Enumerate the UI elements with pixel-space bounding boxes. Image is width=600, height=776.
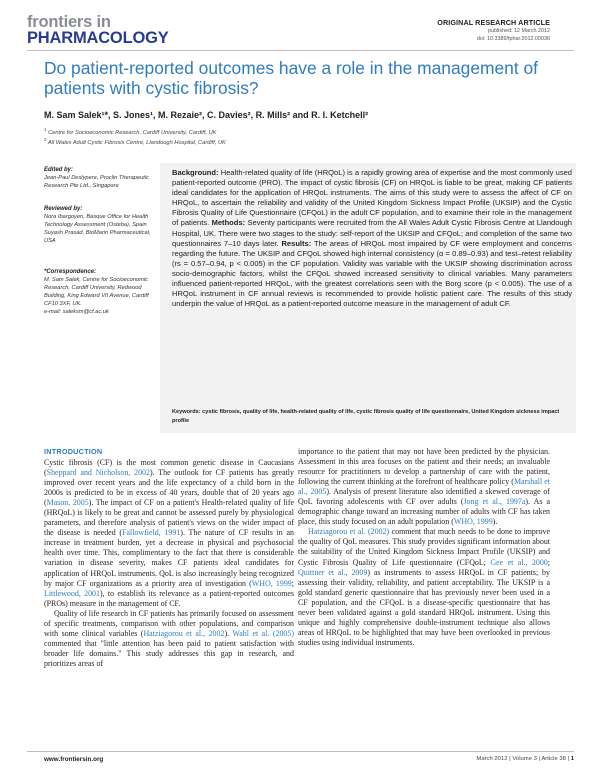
citation-link[interactable]: Hatziagorou et al. (2002) — [308, 527, 390, 537]
article-title: Do patient-reported outcomes have a role in the management of patients with cystic fibrosis? — [44, 58, 538, 98]
citation-link[interactable]: Marshall et al., 2005 — [298, 477, 550, 497]
footer-divider — [27, 751, 574, 752]
published-date: published: 12 March 2012 — [487, 28, 550, 34]
citation-link[interactable]: Mason, 2005 — [46, 498, 89, 508]
citation-link[interactable]: Jong et al., 1997a — [463, 497, 526, 507]
issue-info: March 2012 | Volume 3 | Article 38 | — [476, 756, 570, 762]
citation-link[interactable]: Gee et al., 2000 — [490, 557, 548, 567]
body-text: commented that "little attention has been paid to patient satisfaction with broader life domains." This study addresses this gap in research, and prioritizes areas of — [44, 638, 294, 668]
body-text: ). — [224, 628, 233, 638]
body-text: ; — [547, 557, 550, 567]
paragraph — [44, 458, 294, 609]
reviewed-by-heading: Reviewed by: — [44, 206, 83, 212]
body-text: ) as instruments to assess HRQoL in CF patients; by assessing their validity, reliability, and patient acceptability. The UKSIP is a gold standard generic questionnaire that has previously never been used in a CF population, and the CFQoL is a disease-specific questionnaire that has never been validated against a gold standard HRQoL instrument. Using this unique and highly comprehensive double-instrument technique also allows areas of HRQoL to be highlighted that may have been overlooked in previous studies using individual instruments. — [298, 567, 550, 647]
section-heading-introduction: INTRODUCTION — [44, 447, 103, 456]
abstract-methods-label: Methods: — [211, 218, 246, 228]
affiliation-1 — [44, 127, 216, 136]
reviewer-info — [44, 205, 152, 245]
abstract-results-text: The areas of HRQoL most impaired by CF were employment and concerns regarding the future. The UKSIP and CFQoL showed high internal consistency (α = 0.89–0.93) and test–retest reliability (rs = 0.57–0.94, p < 0.005) in the CF population. Validity was variable with the UKSIP showing discrimination across socio-demographic factors, whilst the CFQoL showed increased sensitivity to clinical variables. Many parameters influenced patient-reported HRQoL, with the greatest correlations seen with the Borg score (p < 0.005). The use of a HRQoL instrument in CF annual reviews is recommended to provide holistic patient care. The results of this study underpin the value of HRQoL as a patient-reported outcome measure in the management of adult CF. — [172, 238, 572, 309]
affiliation-2 — [44, 137, 226, 146]
body-text: ). The impact of CF on a patient's Health-related quality of life (HRQoL) is likely to be great and cannot be assessed purely by physiological parameters, and therefore analysis of patient's views on the wider impact of the disease is needed ( — [44, 498, 294, 538]
reviewer-1-text: Nora Ibargoyen, Basque Office for Health Technology Assessment (Osteba), Spain — [44, 214, 149, 228]
abstract-methods-text: Seventy participants were recruited from the All Wales Adult Cystic Fibrosis Centre at Llandough Hospital, UK. There were two stages to the study: self-report of the UKSIP and CFQoL; and completion of the same two questionnaires 7–10 days later. — [172, 218, 573, 248]
correspondence-heading: *Correspondence: — [44, 269, 97, 275]
citation-link[interactable]: Quittner et al., 2009 — [298, 567, 368, 577]
citation-link[interactable]: Fallowfield, 1991 — [122, 528, 181, 538]
abstract — [172, 168, 572, 309]
body-text: Quality of life research in CF patients has primarily focused on assessment of specific treatments, comparison with other populations, and comparison with some clinical variables ( — [44, 608, 294, 638]
body-text: ). — [492, 517, 498, 527]
footer-issue-info — [476, 756, 574, 762]
journal-logo-line2: PHARMACOLOGY — [27, 29, 169, 47]
abstract-background-text: Health-related quality of life (HRQoL) is a rapidly growing area of expertise and the most commonly used patient-reported outcome (PRO). The impact of cystic fibrosis (CF) on HRQoL is liable to be great, making CF patients ideal candidates for the application of HRQoL instruments. The aims of this study were to assess the affect of CF on HRQoL, to ascertain the reliability and validity of the United Kingdom Sickness Impact Profile (UKSIP) and the Cystic Fibrosis Quality of Life Questionnaire (CFQoL) in the adult CF population, and to examine their role in the management of patients. — [172, 168, 572, 228]
citation-link[interactable]: WHO, 1999 — [251, 578, 292, 588]
body-text: comment that much needs to be done to improve the quality of QoL measures. This study provides significant information about the suitability of the United Kingdom Sickness Impact Profile (UKSIP) and Cystic Fibrosis Quality of Life questionnaire (CFQoL; — [298, 527, 550, 567]
doi: doi: 10.3389/fphar.2012.00036 — [476, 36, 550, 42]
journal-logo-line1: frontiers in — [27, 13, 111, 31]
paragraph — [298, 527, 550, 648]
journal-website-link[interactable]: www.frontiersin.org — [44, 756, 104, 763]
body-text: importance to the patient that may not have been predicted by the physician. Assessment in this area focuses on the patient and their needs; an invaluable resource for practitioners to develop a partnership of care with the patient, following the current thinking at the forefront of healthcare policy ( — [298, 447, 550, 487]
body-text: ), to establish its relevance as a patient-reported outcomes (PROs) measure in the management of CF. — [44, 588, 294, 608]
citation-link[interactable]: WHO, 1999 — [453, 517, 493, 527]
citation-link[interactable]: Littlewood, 2001 — [44, 588, 100, 598]
abstract-background-label: Background: — [172, 168, 219, 177]
paragraph — [298, 447, 550, 527]
citation-link[interactable]: Sheppard and Nicholson, 2002 — [46, 468, 150, 478]
edited-by-text: Jean-Paul Deslypere, Proclin Therapeutic Research Pte Ltd., Singapore — [44, 175, 149, 189]
body-text: ). Analysis of present literature also identified a skewed coverage of QoL favoring adolescents with CF over adults ( — [298, 487, 550, 507]
affiliation-2-number: 2 — [44, 137, 47, 142]
reviewer-2-text: Suyash Prasad, BioMarin Pharmaceutical, USA — [44, 230, 151, 244]
body-column-right — [298, 447, 550, 648]
citation-link[interactable]: Wahl et al. (2005) — [232, 628, 295, 638]
page-number: 1 — [570, 756, 574, 762]
editor-info — [44, 166, 152, 190]
author-list: M. Sam Salek¹*, S. Jones¹, M. Rezaie², C. Davies², R. Mills² and R. I. Ketchell² — [44, 110, 369, 120]
body-text: ). The outlook for CF patients has greatly improved over recent years and the life expectancy of a child born in the 2000s is predicted to be in excess of 40 years, double that of 20 years ago ( — [44, 468, 294, 508]
affiliation-1-text: Centre for Socioeconomic Research, Cardiff University, Cardiff, UK — [48, 129, 217, 136]
body-text: ). As a demographic change toward an increasing number of adults with CF has taken place, this study focused on an adult population ( — [298, 497, 550, 527]
body-text: Cystic fibrosis (CF) is the most common genetic disease in Caucasians ( — [44, 458, 294, 478]
abstract-results-label: Results: — [281, 238, 312, 248]
correspondence-text: M. Sam Salek, Centre for Socioeconomic Research, Cardiff University, Redwood Building, King Edward VII Avenue, Cardiff CF10 3XF, UK. — [44, 277, 149, 307]
body-column-left — [44, 458, 294, 669]
affiliation-1-number: 1 — [44, 127, 47, 132]
affiliation-2-text: All Wales Adult Cystic Fibrosis Centre, Llandough Hospital, Cardiff, UK — [47, 139, 226, 146]
header-divider — [27, 50, 574, 51]
edited-by-heading: Edited by: — [44, 167, 74, 173]
correspondence-info — [44, 268, 152, 316]
article-type: ORIGINAL RESEARCH ARTICLE — [437, 18, 550, 27]
body-text: ; — [291, 578, 294, 588]
body-text: ). The nature of CF results in an increase in treatment burden, yet a decrease in physical and psychosocial health over time. This, complimentary to the fact that there is considerable variation in disease severity, makes CF patients ideal candidates for application of HRQoL instruments. QoL is also increasingly being recognized by major CF organizations as a priority area of investigation ( — [44, 528, 294, 588]
article-header-info — [437, 18, 550, 43]
correspondence-email[interactable]: e-mail: saleksm@cf.ac.uk — [44, 309, 109, 315]
keywords: Keywords: cystic fibrosis, quality of life, health-related quality of life, cystic fibrosis quality of life questionnaire, United Kingdom sickness impact profile — [172, 409, 560, 424]
citation-link[interactable]: Hatziagorou et al., 2002 — [143, 628, 225, 638]
paragraph — [44, 609, 294, 669]
